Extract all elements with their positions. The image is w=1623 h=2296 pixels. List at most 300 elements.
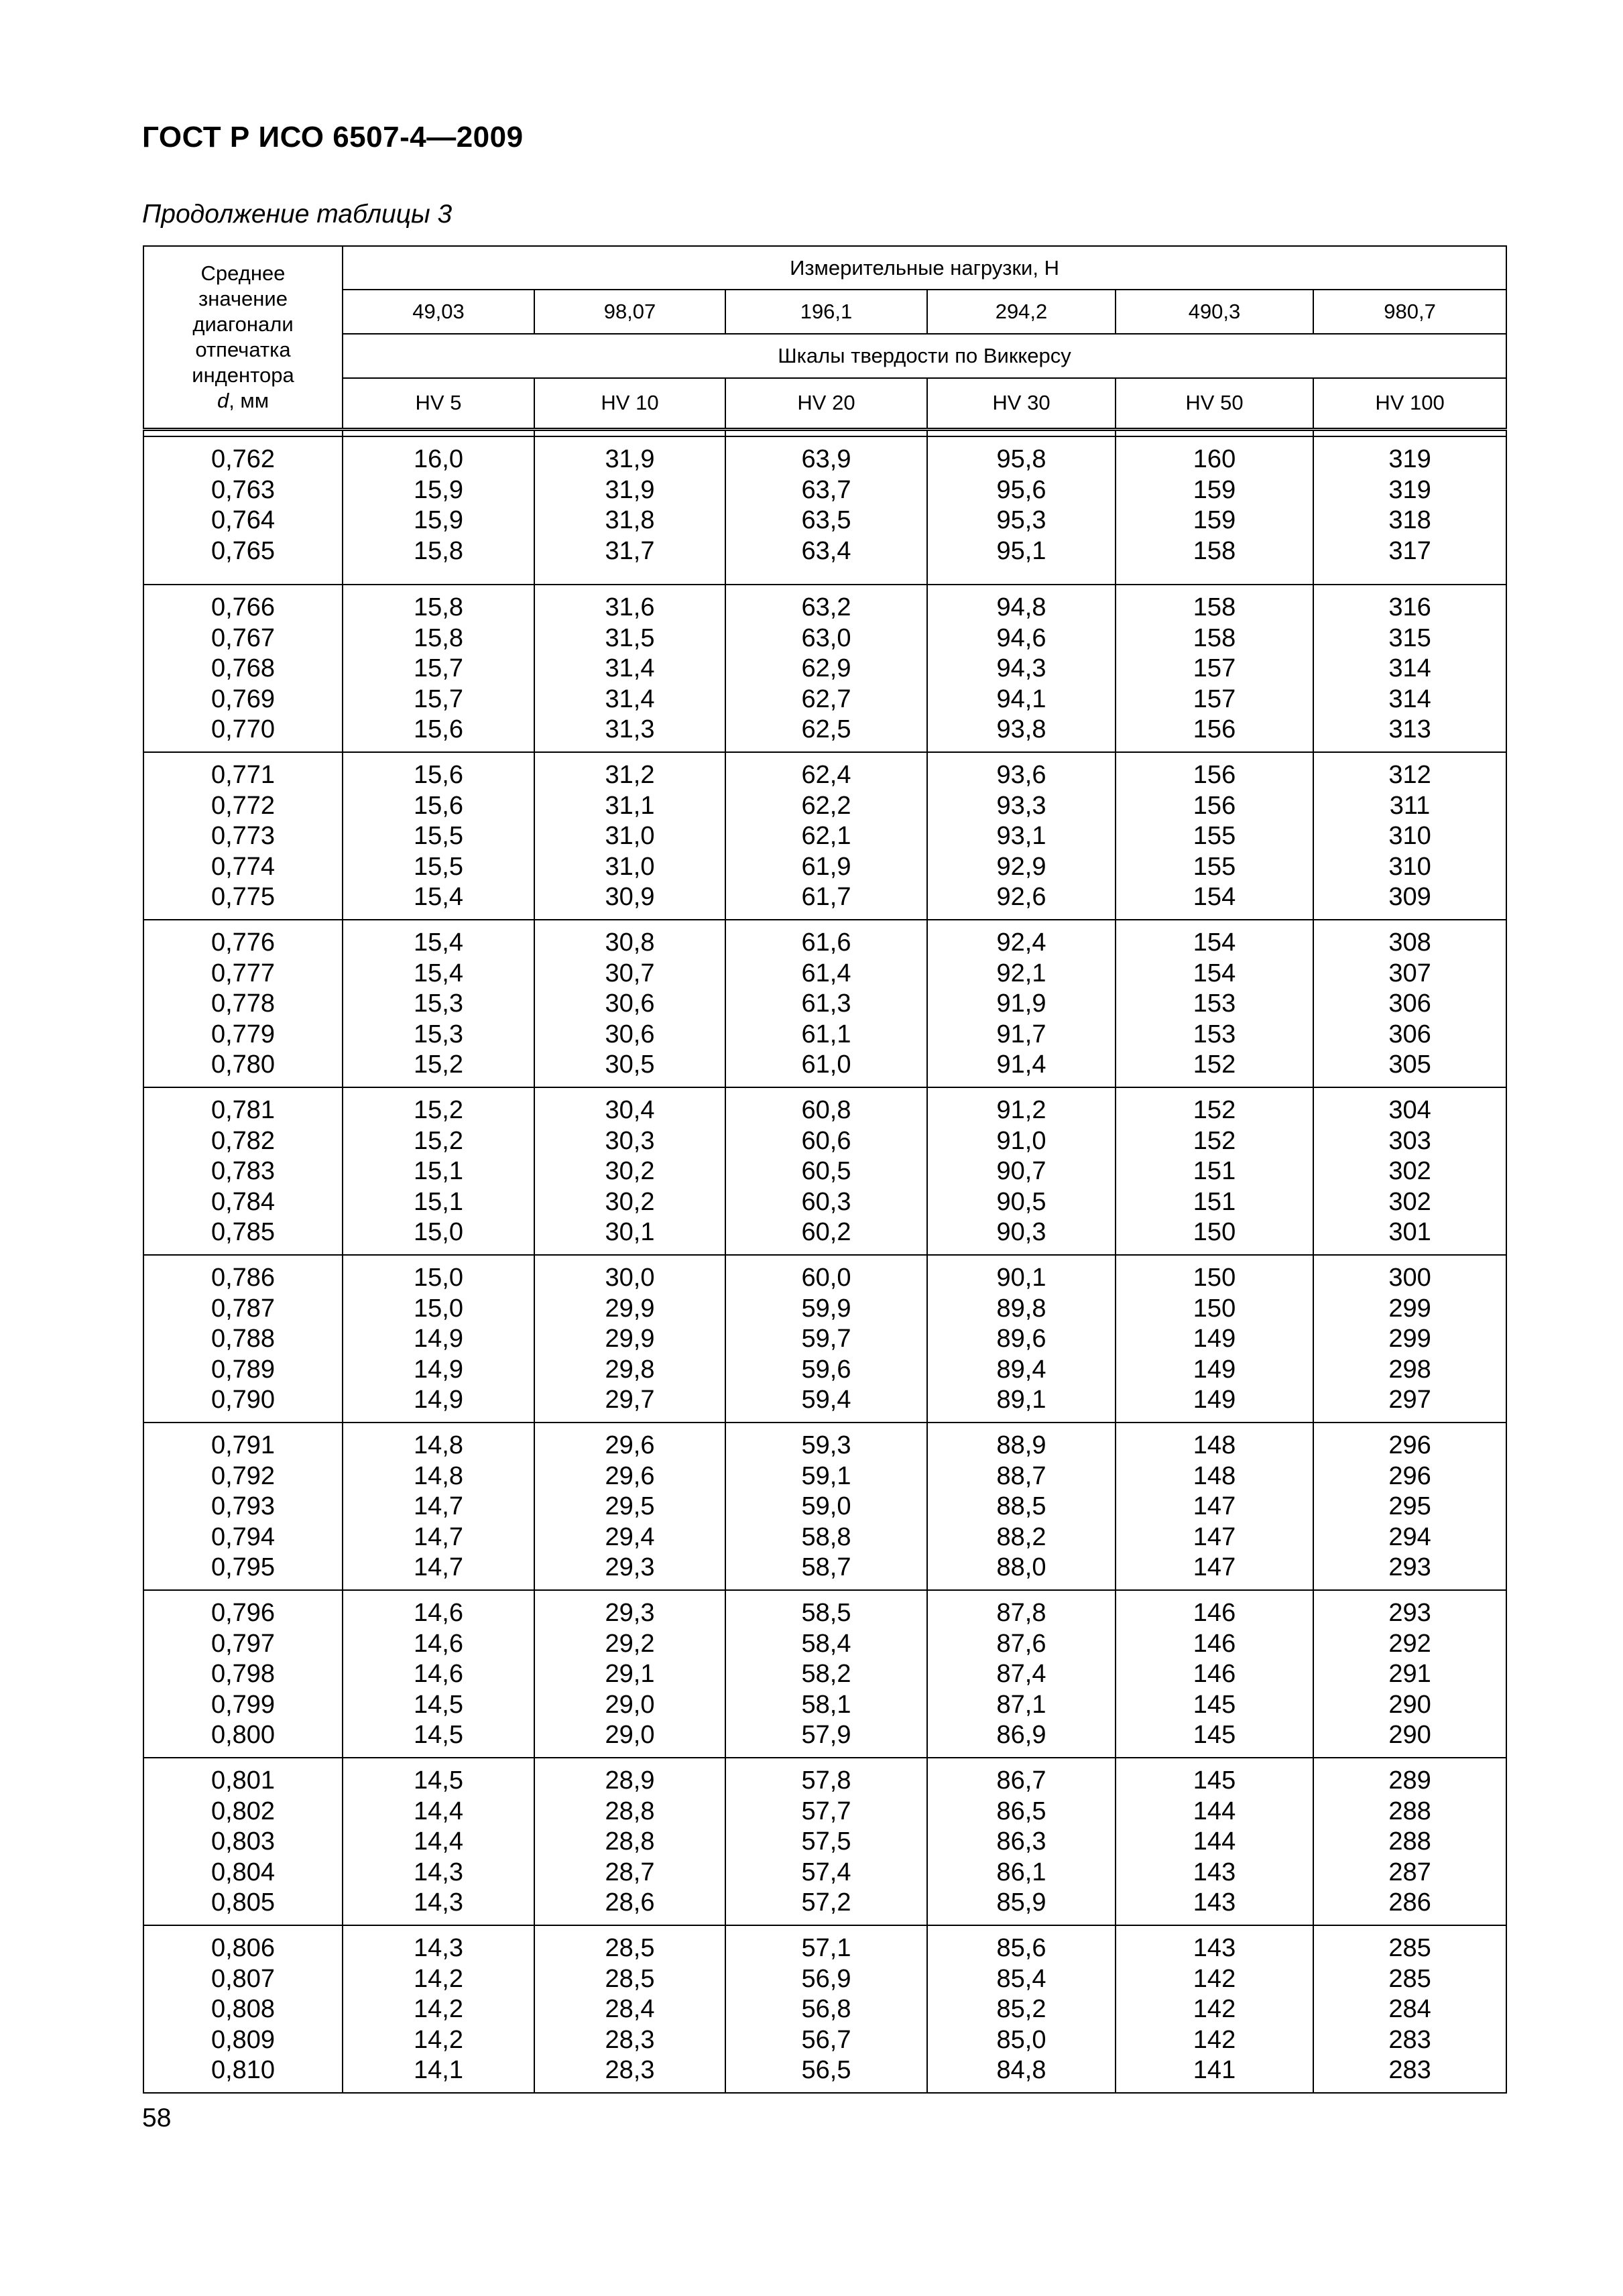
table-value: 59,7 [801,1325,851,1353]
table-value: 0,793 [211,1492,276,1521]
table-value: 57,9 [801,1721,851,1750]
table-value: 141 [1193,2056,1236,2084]
table-value: 56,5 [801,2056,851,2084]
table-value: 15,9 [414,506,463,534]
table-value: 14,9 [414,1325,463,1353]
table-value: 85,9 [996,1888,1046,1917]
table-value: 28,8 [605,1797,655,1825]
table-value: 15,3 [414,1020,463,1048]
table-value: 95,1 [996,536,1046,565]
table-value: 0,804 [211,1858,276,1886]
table-value: 60,3 [801,1187,851,1216]
diagonal-cell [143,1255,343,1423]
table-value: 86,3 [996,1827,1046,1856]
table-value: 0,770 [211,715,276,744]
hv5-cell [343,752,534,920]
table-value: 63,4 [801,536,851,565]
table-value: 86,5 [996,1797,1046,1825]
hv10-cell [534,585,725,752]
table-value: 28,4 [605,1995,655,2023]
hv50-cell [1116,585,1313,752]
table-value: 15,8 [414,536,463,565]
stub-header-line: отпечатка [195,337,291,361]
hv10-cell [534,1758,725,1925]
table-value: 29,9 [605,1294,655,1323]
table-value: 28,3 [605,2025,655,2054]
hv5-cell [343,1590,534,1758]
hv30-cell [927,585,1116,752]
table-value: 0,781 [211,1096,276,1125]
hv50-cell [1116,1925,1313,2093]
diagonal-cell [143,1925,343,2093]
table-value: 0,771 [211,761,276,790]
table-value: 92,4 [996,928,1046,957]
table-row-group [143,752,1506,920]
table-value: 0,807 [211,1964,276,1993]
table-value: 60,5 [801,1157,851,1186]
diagonal-cell [143,436,343,585]
table-value: 284 [1388,1995,1431,2023]
table-value: 14,5 [414,1766,463,1795]
hv50-cell [1116,1255,1313,1423]
table-value: 0,803 [211,1827,276,1856]
table-value: 31,4 [605,684,655,713]
hv100-cell [1313,1087,1506,1255]
table-value: 29,4 [605,1522,655,1551]
table-value: 87,4 [996,1660,1046,1689]
table-value: 0,795 [211,1553,276,1582]
table-value: 58,4 [801,1629,851,1658]
table-row-group [143,1087,1506,1255]
table-value: 15,4 [414,959,463,987]
table-value: 31,1 [605,791,655,820]
table-value: 31,6 [605,593,655,622]
table-value: 30,6 [605,989,655,1018]
table-value: 89,1 [996,1386,1046,1414]
table-value: 15,7 [414,654,463,683]
table-value: 15,2 [414,1050,463,1079]
table-value: 14,3 [414,1934,463,1962]
table-value: 289 [1388,1766,1431,1795]
table-value: 85,4 [996,1964,1046,1993]
hv100-cell [1313,1925,1506,2093]
stub-header-line: индентора [192,363,294,387]
table-value: 90,7 [996,1157,1046,1186]
table-value: 152 [1193,1050,1236,1079]
table-value: 283 [1388,2025,1431,2054]
table-value: 95,6 [996,475,1046,504]
table-value: 0,788 [211,1325,276,1353]
table-value: 15,0 [414,1264,463,1292]
table-value: 306 [1388,989,1431,1018]
load-header-cell: 49,03 [343,290,534,334]
table-value: 31,9 [605,445,655,473]
table-value: 297 [1388,1386,1431,1414]
hv20-cell [725,585,927,752]
table-value: 91,2 [996,1096,1046,1125]
table-value: 148 [1193,1461,1236,1490]
stub-header-line [144,388,342,414]
hv20-cell [725,920,927,1087]
table-value: 318 [1388,506,1431,534]
table-value: 30,2 [605,1157,655,1186]
table-value: 29,0 [605,1721,655,1750]
table-value: 14,2 [414,1964,463,1993]
table-value: 90,3 [996,1218,1046,1247]
hv10-cell [534,920,725,1087]
table-value: 14,7 [414,1522,463,1551]
table-value: 63,0 [801,623,851,652]
table-value: 142 [1193,1995,1236,2023]
table-value: 15,0 [414,1294,463,1323]
table-value: 0,773 [211,822,276,851]
table-value: 0,767 [211,623,276,652]
table-value: 287 [1388,1858,1431,1886]
table-value: 15,5 [414,852,463,881]
table-value: 90,5 [996,1187,1046,1216]
table-value: 14,9 [414,1386,463,1414]
table-value: 299 [1388,1294,1431,1323]
table-value: 152 [1193,1126,1236,1155]
load-header-cell: 294,2 [927,290,1116,334]
table-value: 315 [1388,623,1431,652]
table-row-group [143,1423,1506,1590]
table-value: 155 [1193,822,1236,851]
table-value: 94,3 [996,654,1046,683]
table-value: 14,9 [414,1355,463,1384]
table-value: 60,6 [801,1126,851,1155]
table-value: 59,4 [801,1386,851,1414]
table-value: 151 [1193,1187,1236,1216]
hv30-cell [927,752,1116,920]
table-value: 29,6 [605,1461,655,1490]
table-value: 310 [1388,852,1431,881]
table-value: 0,769 [211,684,276,713]
table-value: 319 [1388,475,1431,504]
stub-header [143,246,343,429]
table-value: 93,1 [996,822,1046,851]
table-value: 143 [1193,1858,1236,1886]
table-value: 154 [1193,883,1236,912]
table-value: 31,0 [605,852,655,881]
table-value: 149 [1193,1355,1236,1384]
table-value: 61,6 [801,928,851,957]
table-value: 0,792 [211,1461,276,1490]
hv20-cell [725,1925,927,2093]
table-row-group [143,1590,1506,1758]
table-value: 293 [1388,1553,1431,1582]
table-value: 313 [1388,715,1431,744]
hv20-cell [725,1087,927,1255]
table-value: 158 [1193,536,1236,565]
table-value: 304 [1388,1096,1431,1125]
table-value: 0,808 [211,1995,276,2023]
table-value: 30,0 [605,1264,655,1292]
table-value: 59,6 [801,1355,851,1384]
table-value: 154 [1193,959,1236,987]
table-value: 159 [1193,475,1236,504]
table-value: 28,6 [605,1888,655,1917]
table-value: 157 [1193,654,1236,683]
table-value: 158 [1193,593,1236,622]
table-value: 311 [1389,791,1431,820]
table-value: 62,2 [801,791,851,820]
table-value: 14,1 [414,2056,463,2084]
table-value: 31,9 [605,475,655,504]
table-value: 0,784 [211,1187,276,1216]
table-value: 298 [1388,1355,1431,1384]
hv100-cell [1313,1255,1506,1423]
hv30-cell [927,1087,1116,1255]
hv5-cell [343,1758,534,1925]
diagonal-cell [143,1087,343,1255]
hv30-cell [927,1590,1116,1758]
table-value: 15,6 [414,791,463,820]
table-value: 149 [1193,1325,1236,1353]
table-value: 312 [1388,761,1431,790]
table-value: 0,768 [211,654,276,683]
table-value: 15,2 [414,1096,463,1125]
table-value: 305 [1388,1050,1431,1079]
diagonal-cell [143,752,343,920]
table-value: 156 [1193,761,1236,790]
table-value: 30,3 [605,1126,655,1155]
table-value: 58,8 [801,1522,851,1551]
table-value: 56,7 [801,2025,851,2054]
table-value: 85,2 [996,1995,1046,2023]
table-value: 300 [1388,1264,1431,1292]
table-body [143,436,1506,2093]
hv20-cell [725,752,927,920]
table-value: 90,1 [996,1264,1046,1292]
table-value: 85,0 [996,2025,1046,2054]
table-value: 15,0 [414,1218,463,1247]
table-value: 91,0 [996,1126,1046,1155]
table-value: 61,0 [801,1050,851,1079]
table-value: 95,3 [996,506,1046,534]
table-value: 89,4 [996,1355,1046,1384]
table-value: 93,8 [996,715,1046,744]
scale-header-cell: HV 20 [725,378,927,429]
table-value: 0,787 [211,1294,276,1323]
table-caption: Продолжение таблицы 3 [142,200,453,229]
table-value: 89,6 [996,1325,1046,1353]
hv10-cell [534,1423,725,1590]
table-value: 61,7 [801,883,851,912]
table-value: 142 [1193,2025,1236,2054]
hv100-cell [1313,1423,1506,1590]
table-value: 62,5 [801,715,851,744]
diagonal-cell [143,1423,343,1590]
table-value: 60,8 [801,1096,851,1125]
diagonal-cell [143,585,343,752]
table-value: 29,7 [605,1386,655,1414]
table-value: 31,4 [605,654,655,683]
table-value: 143 [1193,1888,1236,1917]
table-value: 85,6 [996,1934,1046,1962]
table-value: 314 [1388,684,1431,713]
hv50-cell [1116,752,1313,920]
table-value: 28,9 [605,1766,655,1795]
table-value: 30,5 [605,1050,655,1079]
table-value: 0,810 [211,2056,276,2084]
table-value: 0,775 [211,883,276,912]
hv50-cell [1116,1423,1313,1590]
table-value: 156 [1193,715,1236,744]
table-value: 150 [1193,1218,1236,1247]
table-value: 291 [1388,1660,1431,1689]
table-value: 314 [1388,654,1431,683]
stub-header-line: Среднее [200,261,286,285]
table-value: 288 [1388,1827,1431,1856]
hv10-cell [534,1087,725,1255]
table-value: 95,8 [996,445,1046,473]
table-value: 29,3 [605,1599,655,1628]
table-value: 29,8 [605,1355,655,1384]
hv100-cell [1313,920,1506,1087]
diagonal-cell [143,1758,343,1925]
table-value: 150 [1193,1264,1236,1292]
table-value: 296 [1388,1431,1431,1460]
table-value: 60,0 [801,1264,851,1292]
table-value: 285 [1388,1964,1431,1993]
scales-header: Шкалы твердости по Виккерсу [343,334,1506,378]
table-value: 0,797 [211,1629,276,1658]
hv5-cell [343,920,534,1087]
table-value: 87,8 [996,1599,1046,1628]
table-value: 30,7 [605,959,655,987]
table-value: 283 [1388,2056,1431,2084]
table-value: 62,7 [801,684,851,713]
table-value: 156 [1193,791,1236,820]
hv100-cell [1313,585,1506,752]
table-value: 153 [1193,989,1236,1018]
table-value: 147 [1193,1492,1236,1521]
table-value: 147 [1193,1522,1236,1551]
table-value: 59,1 [801,1461,851,1490]
table-value: 84,8 [996,2056,1046,2084]
table-value: 15,4 [414,928,463,957]
table-value: 0,801 [211,1766,276,1795]
document-title: ГОСТ Р ИСО 6507-4—2009 [142,121,524,154]
hv50-cell [1116,920,1313,1087]
table-value: 0,763 [211,475,276,504]
table-value: 57,4 [801,1858,851,1886]
table-value: 56,9 [801,1964,851,1993]
table-value: 145 [1193,1721,1236,1750]
table-value: 92,9 [996,852,1046,881]
table-value: 57,8 [801,1766,851,1795]
table-value: 152 [1193,1096,1236,1125]
table-value: 302 [1388,1187,1431,1216]
table-value: 91,7 [996,1020,1046,1048]
table-value: 89,8 [996,1294,1046,1323]
hv30-cell [927,1255,1116,1423]
table-value: 94,6 [996,623,1046,652]
hv20-cell [725,436,927,585]
table-value: 0,806 [211,1934,276,1962]
table-value: 146 [1193,1660,1236,1689]
table-value: 14,7 [414,1492,463,1521]
table-value: 0,776 [211,928,276,957]
table-value: 28,8 [605,1827,655,1856]
table-value: 0,762 [211,445,276,473]
table-value: 14,2 [414,1995,463,2023]
table-value: 301 [1388,1218,1431,1247]
table-value: 0,791 [211,1431,276,1460]
hv30-cell [927,1925,1116,2093]
table-value: 61,3 [801,989,851,1018]
table-value: 59,9 [801,1294,851,1323]
hv20-cell [725,1590,927,1758]
table-value: 28,7 [605,1858,655,1886]
table-value: 154 [1193,928,1236,957]
hv10-cell [534,752,725,920]
table-value: 303 [1388,1126,1431,1155]
diagonal-cell [143,1590,343,1758]
table-value: 14,6 [414,1599,463,1628]
table-value: 290 [1388,1721,1431,1750]
table-value: 31,0 [605,822,655,851]
table-value: 294 [1388,1522,1431,1551]
table-value: 58,5 [801,1599,851,1628]
table-value: 29,3 [605,1553,655,1582]
table-value: 15,8 [414,623,463,652]
table-value: 0,780 [211,1050,276,1079]
hv50-cell [1116,436,1313,585]
scale-header-cell: HV 30 [927,378,1116,429]
table-value: 0,800 [211,1721,276,1750]
table-value: 295 [1388,1492,1431,1521]
hv20-cell [725,1423,927,1590]
hv50-cell [1116,1590,1313,1758]
table-value: 14,5 [414,1721,463,1750]
table-value: 92,6 [996,883,1046,912]
table-value: 285 [1388,1934,1431,1962]
table-value: 14,4 [414,1827,463,1856]
table-value: 87,6 [996,1629,1046,1658]
table-value: 0,798 [211,1660,276,1689]
table-value: 16,0 [414,445,463,473]
table-value: 14,6 [414,1629,463,1658]
hv10-cell [534,1590,725,1758]
table-value: 57,1 [801,1934,851,1962]
table-value: 15,2 [414,1126,463,1155]
table-value: 93,3 [996,791,1046,820]
table-row-group [143,436,1506,585]
hv5-cell [343,436,534,585]
table-value: 88,2 [996,1522,1046,1551]
table-value: 0,782 [211,1126,276,1155]
table-value: 145 [1193,1766,1236,1795]
table-row-group [143,585,1506,752]
table-value: 88,7 [996,1461,1046,1490]
table-value: 15,3 [414,989,463,1018]
table-value: 14,5 [414,1690,463,1719]
table-value: 142 [1193,1964,1236,1993]
hv10-cell [534,1925,725,2093]
table-value: 0,794 [211,1522,276,1551]
table-value: 155 [1193,852,1236,881]
table-value: 151 [1193,1157,1236,1186]
table-value: 30,4 [605,1096,655,1125]
table-value: 29,9 [605,1325,655,1353]
table-value: 299 [1388,1325,1431,1353]
table-value: 14,3 [414,1858,463,1886]
table-value: 58,2 [801,1660,851,1689]
table-value: 30,1 [605,1218,655,1247]
diagonal-symbol: d [217,388,229,412]
